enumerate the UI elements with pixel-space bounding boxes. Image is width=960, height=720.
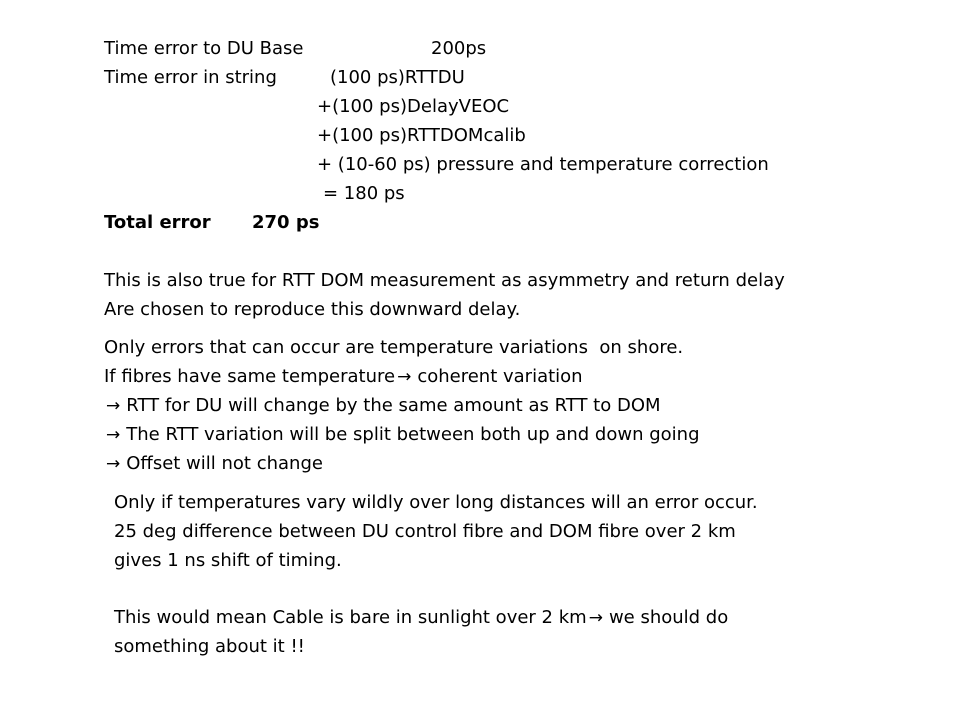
wild-line-2: 25 deg difference between DU control fibre and DOM fibre over 2 km bbox=[114, 521, 736, 542]
conclusion-line-1-post: we should do bbox=[608, 607, 729, 628]
rtt-note-line-2: Are chosen to reproduce this downward delay. bbox=[104, 299, 521, 320]
shore-line-2-pre: If fibres have same temperature bbox=[104, 366, 396, 387]
conclusion-line-1 bbox=[114, 603, 728, 633]
shore-bullet-2-text: The RTT variation will be split between both up and down going bbox=[126, 424, 700, 445]
total-error-value: 270 ps bbox=[252, 212, 320, 233]
total-error-label: Total error bbox=[104, 212, 211, 233]
conclusion-line-2: something about it !! bbox=[114, 636, 305, 657]
right-arrow-icon: → bbox=[106, 425, 121, 445]
shore-line-1: Only errors that can occur are temperature variations on shore. bbox=[104, 337, 684, 358]
string-error-term-rttdomcalib: +(100 ps)RTTDOMcalib bbox=[317, 125, 526, 146]
string-error-label: Time error in string bbox=[104, 67, 277, 88]
string-error-sum: = 180 ps bbox=[323, 183, 405, 204]
conclusion-line-1-pre: This would mean Cable is bare in sunlight over 2 km bbox=[114, 607, 587, 628]
string-error-term-delayveoc: +(100 ps)DelayVEOC bbox=[317, 96, 510, 117]
right-arrow-icon: → bbox=[106, 454, 121, 474]
right-arrow-icon: → bbox=[588, 608, 603, 628]
wild-line-1: Only if temperatures vary wildly over long distances will an error occur. bbox=[114, 492, 758, 513]
right-arrow-icon: → bbox=[106, 396, 121, 416]
string-error-term-pressure: + (10-60 ps) pressure and temperature correction bbox=[317, 154, 769, 175]
shore-bullet-3 bbox=[104, 449, 323, 479]
du-base-error-label: Time error to DU Base bbox=[104, 38, 304, 59]
right-arrow-icon: → bbox=[397, 367, 412, 387]
shore-bullet-2 bbox=[104, 420, 700, 450]
string-error-term-rttdu: (100 ps)RTTDU bbox=[330, 67, 465, 88]
shore-bullet-3-text: Offset will not change bbox=[126, 453, 323, 474]
shore-bullet-1 bbox=[104, 391, 661, 421]
rtt-note-line-1: This is also true for RTT DOM measurement as asymmetry and return delay bbox=[104, 270, 785, 291]
shore-bullet-1-text: RTT for DU will change by the same amount as RTT to DOM bbox=[126, 395, 661, 416]
du-base-error-value: 200ps bbox=[431, 38, 487, 59]
shore-line-2 bbox=[104, 362, 583, 392]
wild-line-3: gives 1 ns shift of timing. bbox=[114, 550, 342, 571]
shore-line-2-post: coherent variation bbox=[417, 366, 583, 387]
